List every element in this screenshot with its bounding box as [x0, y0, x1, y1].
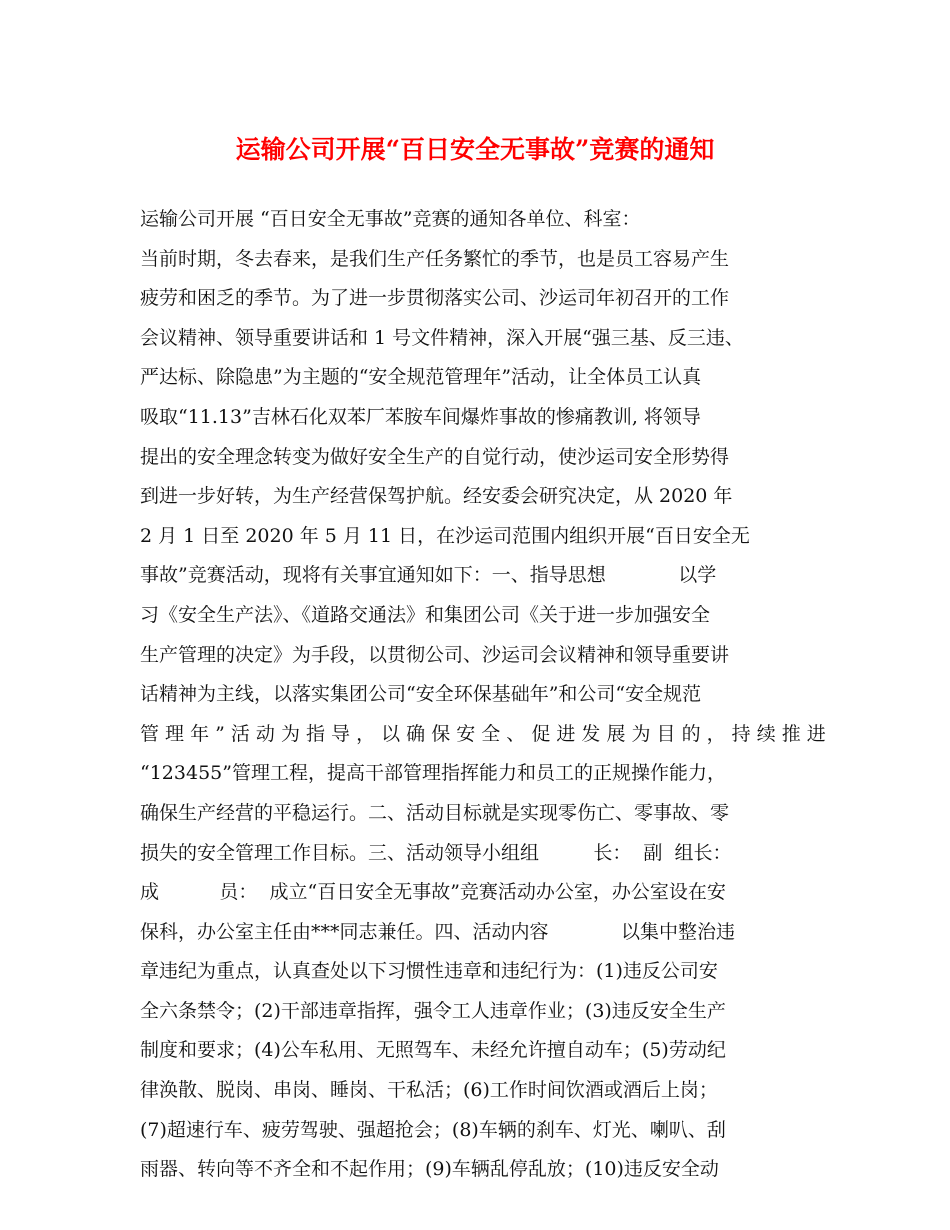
- body-line: 损失的安全管理工作目标。三、活动领导小组组 长： 副 组长：: [140, 841, 732, 864]
- body-line: 习《安全生产法》、《道路交通法》和集团公司《关于进一步加强安全: [140, 603, 711, 626]
- body-line: 话精神为主线，以落实集团公司“安全环保基础年”和公司“安全规范: [140, 683, 702, 706]
- body-line: 保科，办公室主任由***同志兼任。四、活动内容 以集中整治违: [140, 920, 735, 943]
- body-line: 章违纪为重点，认真查处以下习惯性违章和违纪行为：(1)违反公司安: [140, 960, 718, 983]
- body-line: 运输公司开展 “百日安全无事故”竞赛的通知各单位、科室：: [140, 208, 641, 230]
- document-body: [140, 200, 826, 1190]
- body-line: 提出的安全理念转变为做好安全生产的自觉行动，使沙运司安全形势得: [140, 445, 730, 468]
- body-line: 雨器、转向等不齐全和不起作用；(9)车辆乱停乱放；(10)违反安全动: [140, 1158, 719, 1181]
- body-line: 全六条禁令；(2)干部违章指挥，强令工人违章作业；(3)违反安全生产: [140, 999, 726, 1022]
- body-line: 疲劳和困乏的季节。为了进一步贯彻落实公司、沙运司年初召开的工作: [140, 287, 730, 310]
- body-line: 生产管理的决定》为手段，以贯彻公司、沙运司会议精神和领导重要讲: [140, 643, 730, 666]
- body-line: 律涣散、脱岗、串岗、睡岗、干私活；(6)工作时间饮酒或酒后上岗；: [140, 1079, 718, 1102]
- body-line: 当前时期，冬去春来，是我们生产任务繁忙的季节，也是员工容易产生: [140, 247, 730, 270]
- body-line: 吸取“11.13”吉林石化双苯厂苯胺车间爆炸事故的惨痛教训, 将领导: [140, 405, 701, 428]
- body-line: 严达标、除隐患”为主题的“安全规范管理年”活动，让全体员工认真: [140, 366, 702, 389]
- body-line: (7)超速行车、疲劳驾驶、强超抢会；(8)车辆的刹车、灯光、喇叭、刮: [140, 1118, 726, 1141]
- document-title: 运输公司开展“百日安全无事故”竞赛的通知: [235, 135, 715, 164]
- body-line: 管 理 年 ” 活 动 为 指 导 ， 以 确 保 安 全 、 促 进 发 展 为 目 的 ， 持 续 推 进: [140, 722, 826, 745]
- body-line: 到进一步好转，为生产经营保驾护航。经安委会研究决定，从 2020 年: [140, 485, 733, 508]
- body-line: 会议精神、领导重要讲话和 1 号文件精神，深入开展“强三基、反三违、: [140, 326, 744, 349]
- body-line: 2 月 1 日至 2020 年 5 月 11 日，在沙运司范围内组织开展“百日安全无: [140, 524, 750, 547]
- body-line: 成 员： 成立“百日安全无事故”竞赛活动办公室，办公室设在安: [140, 881, 726, 904]
- body-line: 事故”竞赛活动，现将有关事宜通知如下：一、指导思想 以学: [140, 564, 717, 587]
- body-line: “123455”管理工程，提高干部管理指挥能力和员工的正规操作能力，: [140, 762, 726, 785]
- body-line: 制度和要求；(4)公车私用、无照驾车、未经允许擅自动车；(5)劳动纪: [140, 1039, 726, 1062]
- body-line: 确保生产经营的平稳运行。二、活动目标就是实现零伤亡、零事故、零: [140, 801, 730, 824]
